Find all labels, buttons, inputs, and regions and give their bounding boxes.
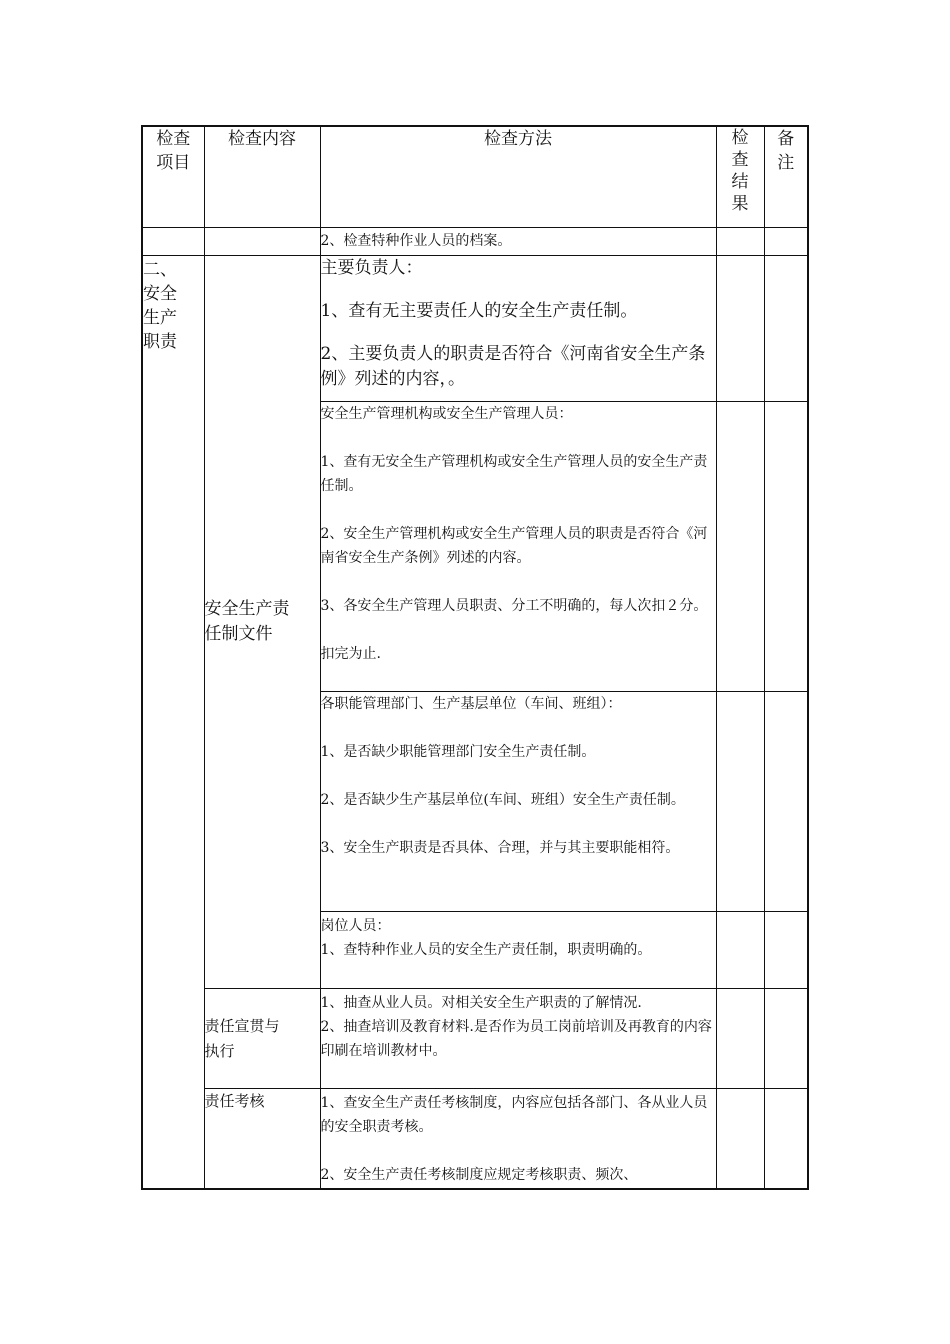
cell-content-empty xyxy=(204,228,320,256)
content-publicity-execution: 责任宣贯与 执行 xyxy=(204,989,320,1089)
header-method: 检查方法 xyxy=(320,126,716,228)
method-safety-management: 安全生产管理机构或安全生产管理人员： 1、查有无安全生产管理机构或安全生产管理人员的安全生产责任制。 2、安全生产管理机构或安全生产管理人员的职责是否符合《河南省安全生产条例》列述的内容。 3、各安全生产管理人员职责、分工不明确的，每人次扣２分。 扣完为止. xyxy=(320,402,716,692)
cell-note xyxy=(764,912,808,989)
table-row xyxy=(142,989,808,1089)
table-row xyxy=(142,256,808,402)
cell-result xyxy=(716,989,764,1089)
cell-note xyxy=(764,228,808,256)
content-assessment: 责任考核 xyxy=(204,1089,320,1189)
cell-method-prev: 2、检查特种作业人员的档案。 xyxy=(320,228,716,256)
cell-result xyxy=(716,256,764,402)
cell-note xyxy=(764,402,808,692)
method-publicity: 1、抽查从业人员。对相关安全生产职责的了解情况. 2、抽查培训及教育材料.是否作为员工岗前培训及再教育的内容印刷在培训教材中。 xyxy=(320,989,716,1089)
cell-result xyxy=(716,1089,764,1189)
cell-note xyxy=(764,256,808,402)
cell-item-empty xyxy=(142,228,204,256)
header-row xyxy=(142,126,808,228)
section-item-label: 二、 安全 生产 职责 xyxy=(142,256,204,1189)
cell-result xyxy=(716,912,764,989)
inspection-table xyxy=(141,125,809,1190)
cell-note xyxy=(764,989,808,1089)
method-departments: 各职能管理部门、生产基层单位（车间、班组）： 1、是否缺少职能管理部门安全生产责任制。 2、是否缺少生产基层单位(车间、班组）安全生产责任制。 3、安全生产职责是否具体、合理，并与其主要职能相符。 xyxy=(320,692,716,912)
header-note: 备 注 xyxy=(764,126,808,228)
header-item: 检查 项目 xyxy=(142,126,204,228)
cell-note xyxy=(764,1089,808,1189)
method-principal: 主要负责人： 1、查有无主要责任人的安全生产责任制。 2、主要负责人的职责是否符合《河南省安全生产条例》列述的内容，。 xyxy=(320,256,716,402)
cell-result xyxy=(716,402,764,692)
method-assessment: 1、查安全生产责任考核制度，内容应包括各部门、各从业人员的安全职责考核。 2、安全生产责任考核制度应规定考核职责、频次、 xyxy=(320,1089,716,1189)
cell-result xyxy=(716,692,764,912)
cell-result xyxy=(716,228,764,256)
method-post-staff: 岗位人员： 1、查特种作业人员的安全生产责任制，职责明确的。 xyxy=(320,912,716,989)
table-row xyxy=(142,1089,808,1189)
content-responsibility-docs: 安全生产责 任制文件 xyxy=(204,256,320,989)
header-result: 检 查 结 果 xyxy=(716,126,764,228)
table-row-continued xyxy=(142,228,808,256)
header-content: 检查内容 xyxy=(204,126,320,228)
cell-note xyxy=(764,692,808,912)
